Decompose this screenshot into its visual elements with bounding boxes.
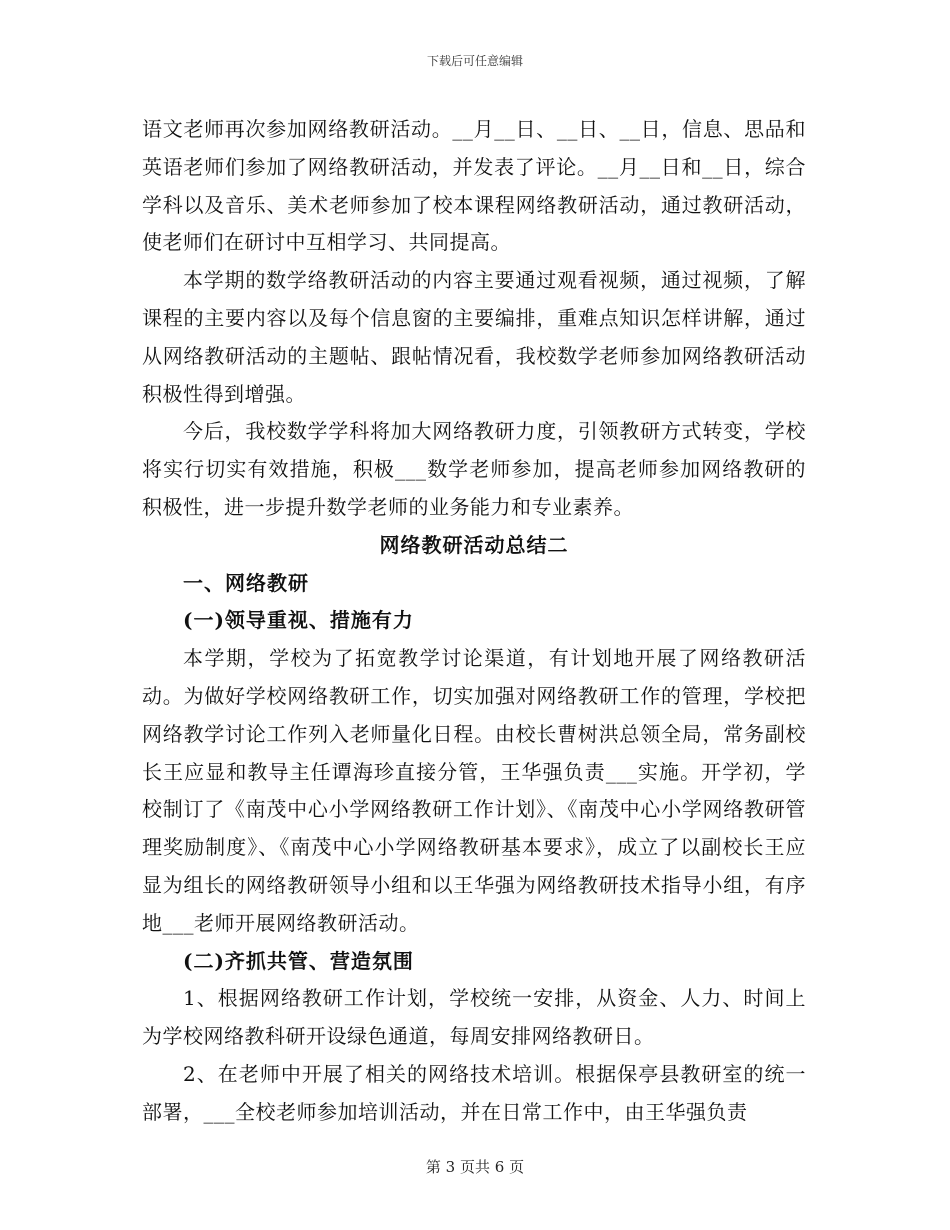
paragraph-4: 本学期，学校为了拓宽教学讨论渠道，有计划地开展了网络教研活动。为做好学校网络教研工作，切实加强对网络教研工作的管理，学校把网络教学讨论工作列入老师量化日程。由校长曹树洪总领全局，常务副校长王应显和教导主任谭海珍直接分管，王华强负责___实施。开学初，学校制订了《南茂中心小学网络教研工作计划》、《南茂中心小学网络教研管理奖励制度》、《南茂中心小学网络教研基本要求》，成立了以副校长王应显为组长的网络教研领导小组和以王华强为网络教研技术指导小组，有序地___老师开展网络教研活动。	[142, 646, 806, 935]
paragraph-1: 语文老师再次参加网络教研活动。__月__日、__日、__日，信息、思品和英语老师们参加了网络教研活动，并发表了评论。__月__日和__日，综合学科以及音乐、美术老师参加了校本课程网络教研活动，通过教研活动，使老师们在研讨中互相学习、共同提高。	[142, 117, 806, 255]
heading-level-1: 一、网络教研	[183, 570, 309, 595]
page-header: 下载后可任意编辑	[426, 54, 523, 68]
heading-management: (二)齐抓共管、营造氛围	[183, 948, 414, 973]
paragraph-2: 本学期的数学络教研活动的内容主要通过观看视频，通过视频，了解课程的主要内容以及每个信息窗的主要编排，重难点知识怎样讲解，通过从网络教研活动的主题帖、跟帖情况看，我校数学老师参加网络教研活动积极性得到增强。	[142, 268, 806, 406]
paragraph-6: 2、在老师中开展了相关的网络技术培训。根据保亭县教研室的统一部署，___全校老师参加培训活动，并在日常工作中，由王华强负责	[142, 1061, 806, 1124]
heading-leadership: (一)领导重视、措施有力	[183, 608, 414, 633]
section-title: 网络教研活动总结二	[379, 532, 569, 557]
document-body	[142, 111, 806, 1132]
page-footer: 第 3 页共 6 页	[425, 1158, 525, 1176]
paragraph-5: 1、根据网络教研工作计划，学校统一安排，从资金、人力、时间上为学校网络教科研开设绿色通道，每周安排网络教研日。	[142, 986, 806, 1049]
paragraph-3: 今后，我校数学学科将加大网络教研力度，引领教研方式转变，学校将实行切实有效措施，积极___数学老师参加，提高老师参加网络教研的积极性，进一步提升数学老师的业务能力和专业素养。	[142, 419, 806, 519]
